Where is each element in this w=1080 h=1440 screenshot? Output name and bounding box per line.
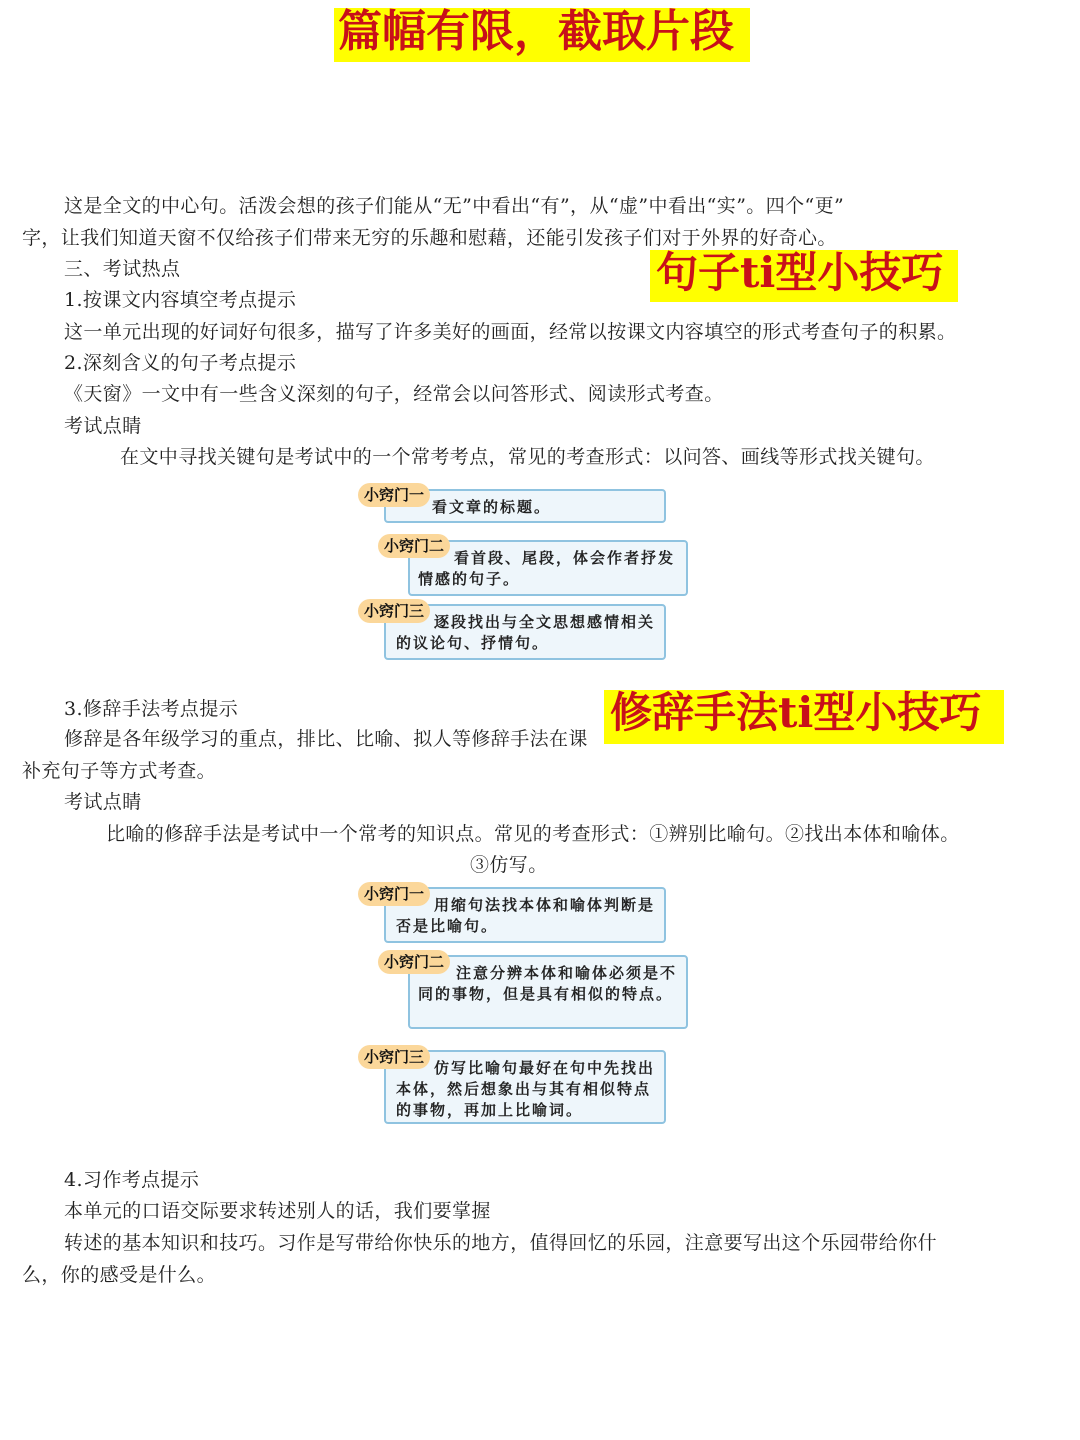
item2-title: 2.深刻含义的句子考点提示 <box>64 352 297 374</box>
intro-line-2: 字，让我们知道天窗不仅给孩子们带来无穷的乐趣和慰藉，还能引发孩子们对于外界的好奇心。 <box>22 227 837 249</box>
item2-text: 《天窗》一文中有一些含义深刻的句子，经常会以问答形式、阅读形式考查。 <box>64 383 724 405</box>
rhetoric-tip-text-2: 注意分辨本体和喻体必须是不同的事物，但是具有相似的特点。 <box>418 964 678 1003</box>
rhetoric-tip-box-2 <box>408 955 688 1029</box>
rhetoric-tip-label-2: 小窍门二 <box>378 950 450 974</box>
item4-text-3: 么，你的感受是什么。 <box>22 1264 217 1286</box>
rhetoric-tip-label-3: 小窍门三 <box>358 1045 430 1069</box>
section-heading: 三、考试热点 <box>64 258 181 280</box>
item1-title: 1.按课文内容填空考点提示 <box>64 289 297 311</box>
sentence-tip-label-1: 小窍门一 <box>358 483 430 507</box>
item4-text-2: 转述的基本知识和技巧。习作是写带给你快乐的地方，值得回忆的乐园，注意要写出这个乐园带给你什 <box>64 1232 938 1254</box>
item3-text-1: 修辞是各年级学习的重点，排比、比喻、拟人等修辞手法在课 <box>64 728 588 750</box>
item3-title: 3.修辞手法考点提示 <box>64 698 239 720</box>
rhetoric-tip-text-1: 用缩句法找本体和喻体判断是否是比喻句。 <box>396 896 656 935</box>
item1-text: 这一单元出现的好词好句很多，描写了许多美好的画面，经常以按课文内容填空的形式考查句子的积累。 <box>64 321 957 343</box>
sentence-tip-box-2 <box>408 540 688 596</box>
item3-point-text-1: 比喻的修辞手法是考试中一个常考的知识点。常见的考查形式：①辨别比喻句。②找出本体和喻体。 <box>106 823 960 845</box>
item4-text-1: 本单元的口语交际要求转述别人的话，我们要掌握 <box>64 1200 491 1222</box>
top-banner: 篇幅有限，截取片段 <box>334 8 750 62</box>
item4-title: 4.习作考点提示 <box>64 1169 200 1191</box>
sentence-tips-banner: 句子ti型小技巧 <box>650 250 958 302</box>
sentence-tip-text-1: 看文章的标题。 <box>432 498 552 516</box>
item3-point-text-2: ③仿写。 <box>470 854 548 876</box>
sentence-tip-text-2: 看首段、尾段，体会作者抒发情感的句子。 <box>418 549 676 588</box>
rhetoric-tip-text-3: 仿写比喻句最好在句中先找出本体，然后想象出与其有相似特点的事物，再加上比喻词。 <box>396 1059 656 1119</box>
sentence-tip-text-3: 逐段找出与全文思想感情相关的议论句、抒情句。 <box>396 613 656 652</box>
sentence-tip-label-2: 小窍门二 <box>378 534 450 558</box>
sentence-tip-label-3: 小窍门三 <box>358 599 430 623</box>
item3-text-2: 补充句子等方式考查。 <box>22 760 217 782</box>
intro-line-1: 这是全文的中心句。活泼会想的孩子们能从“无”中看出“有”，从“虚”中看出“实”。四个“更” <box>64 195 845 217</box>
rhetoric-tip-label-1: 小窍门一 <box>358 882 430 906</box>
item3-point-title: 考试点睛 <box>64 791 142 813</box>
item2-point-text: 在文中寻找关键句是考试中的一个常考考点，常见的考查形式：以问答、画线等形式找关键句。 <box>120 446 935 468</box>
item2-point-title: 考试点睛 <box>64 415 142 437</box>
rhetoric-tips-banner: 修辞手法ti型小技巧 <box>604 690 1004 744</box>
